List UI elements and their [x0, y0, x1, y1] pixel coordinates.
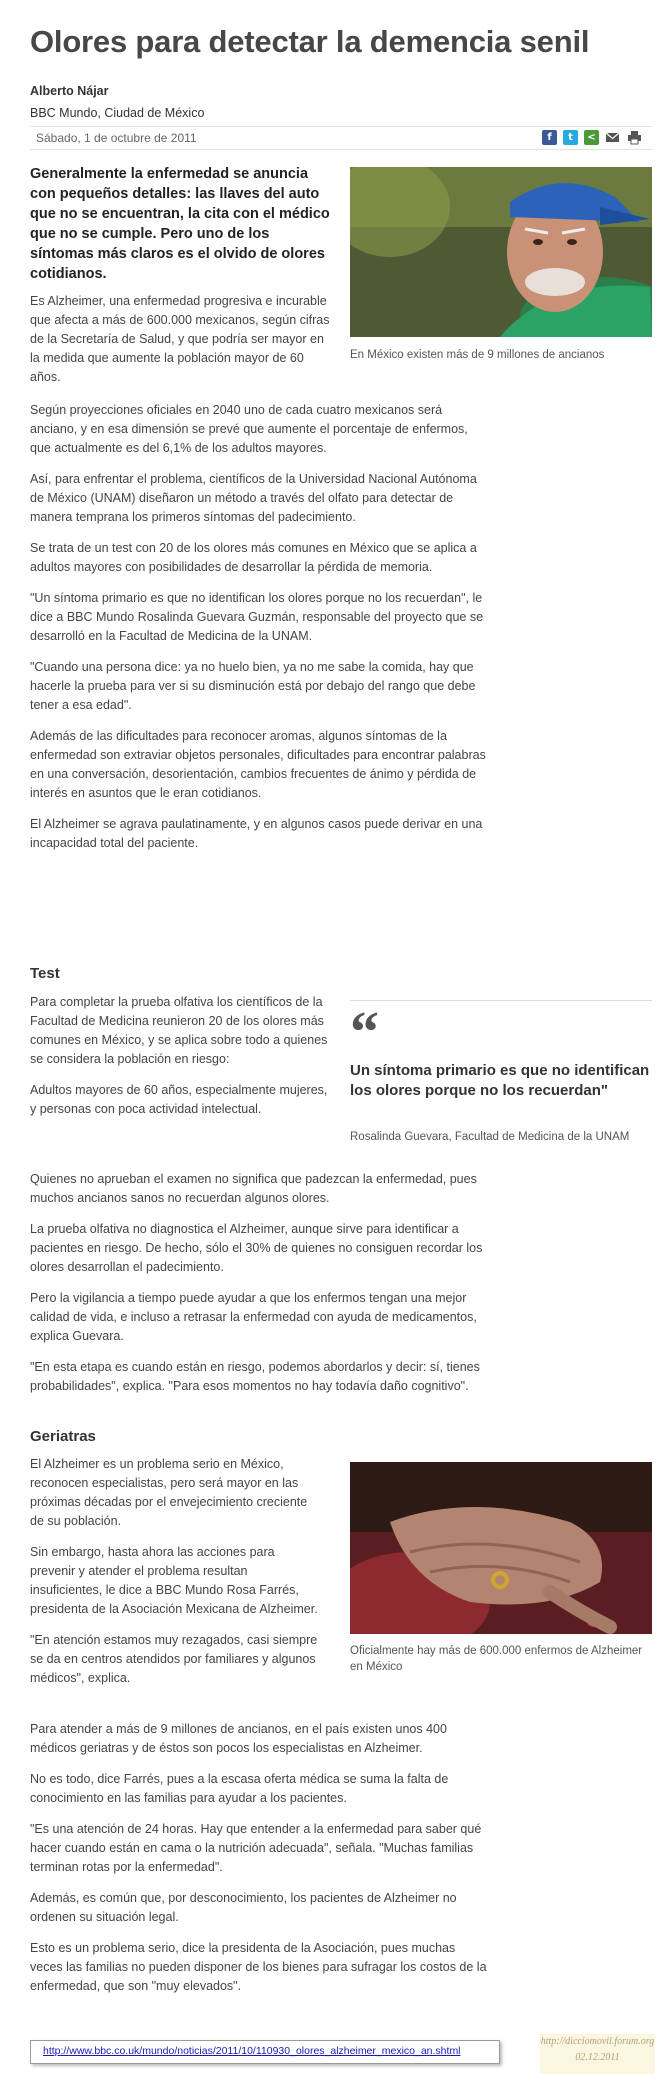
- photo-caption: Oficialmente hay más de 600.000 enfermos de Alzheimer en México: [350, 1645, 643, 1673]
- quote-mark-icon: “: [350, 999, 379, 1064]
- body-paragraph: Es Alzheimer, una enfermedad progresiva e incurable que afecta a más de 600.000 mexicanos, según cifras de la Secretaría de Salud, y que podría ser mayor en la medida que aumente la población mayor de 60 años.: [30, 294, 330, 384]
- body-paragraph: "Es una atención de 24 horas. Hay que entender a la enfermedad para saber qué hacer cuando están en cama o la nutrición adecuada", señala. "Muchas familias terminan rotas por la enfermedad".: [30, 1822, 482, 1874]
- body-paragraph: El Alzheimer se agrava paulatinamente, y en algunos casos puede derivar en una incapacidad total del paciente.: [30, 817, 483, 850]
- elderly-man-photo: [350, 167, 652, 337]
- stamp-site: http://dicciomovil.forum.org: [540, 2036, 655, 2047]
- publish-date: Sábado, 1 de octubre de 2011: [36, 131, 197, 145]
- intro-paragraph: Generalmente la enfermedad se anuncia con pequeños detalles: las llaves del auto que no se encuentran, la cita con el médico que no se cumple. Pero uno de los síntomas más claros es el olvido de olores cotidianos.: [30, 166, 330, 282]
- source-url-link[interactable]: http://www.bbc.co.uk/mundo/noticias/2011/10/110930_olores_alzheimer_mexico_an.shtml: [43, 2045, 461, 2057]
- article-body-main: [30, 401, 488, 865]
- print-icon[interactable]: [627, 130, 642, 145]
- article-intro: [30, 164, 336, 296]
- body-paragraph: "Un síntoma primario es que no identifican los olores porque no los recuerdan", le dice a BBC Mundo Rosalinda Guevara Guzmán, responsable del proyecto que se desarrolló en la Facultad de Medicina de la UNAM.: [30, 591, 484, 643]
- body-paragraph: Además, es común que, por desconocimiento, los pacientes de Alzheimer no ordenen su situación legal.: [30, 1891, 457, 1924]
- section-heading-test: Test: [30, 965, 60, 982]
- body-paragraph: Además de las dificultades para reconocer aromas, algunos síntomas de la enfermedad son extraviar objetos personales, dificultades para encontrar palabras en una conversación, desorientación, cambios frecuentes de ánimo y pérdida de interés en asuntos que le eran cotidianos.: [30, 729, 486, 800]
- share-icon[interactable]: <: [584, 130, 599, 145]
- pull-quote: [350, 999, 652, 1143]
- author-bureau: BBC Mundo, Ciudad de México: [30, 106, 205, 120]
- test-section-left: [30, 993, 336, 1131]
- body-paragraph: El Alzheimer es un problema serio en México, reconocen especialistas, pero será mayor en las próximas décadas por el envejecimiento creciente de su población.: [30, 1457, 308, 1528]
- stamp-date: 02.12.2011: [575, 2052, 620, 2063]
- body-paragraph: Así, para enfrentar el problema, científicos de la Universidad Nacional Autónoma de México (UNAM) diseñaron un método a través del olfato para detectar de manera temprana los primeros síntomas del padecimiento.: [30, 472, 477, 524]
- body-paragraph: Para atender a más de 9 millones de ancianos, en el país existen unos 400 médicos geriatras y de éstos son pocos los especialistas en Alzheimer.: [30, 1722, 447, 1755]
- section-heading-geriatras: Geriatras: [30, 1428, 96, 1445]
- test-section-body: [30, 1170, 488, 1408]
- geriatras-section-left: [30, 1455, 320, 1700]
- dateline-bar: [30, 126, 652, 150]
- author-name: Alberto Nájar: [30, 84, 109, 98]
- body-paragraph: "En esta etapa es cuando están en riesgo, podemos abordarlos y decir: sí, tienes probabilidades", explica. "Para esos momentos no hay todavía daño cognitivo".: [30, 1360, 480, 1393]
- facebook-icon[interactable]: f: [542, 130, 557, 145]
- pull-quote-source: Rosalinda Guevara, Facultad de Medicina de la UNAM: [350, 1131, 630, 1143]
- body-paragraph: Adultos mayores de 60 años, especialmente mujeres, y personas con poca actividad intelectual.: [30, 1083, 328, 1116]
- body-paragraph: Para completar la prueba olfativa los científicos de la Facultad de Medicina reunieron 20 de los olores más comunes en México, y se aplica sobre todo a quienes se considera la población en riesgo:: [30, 995, 328, 1066]
- body-paragraph: Según proyecciones oficiales en 2040 uno de cada cuatro mexicanos será anciano, y en esa dimensión se prevé que aumente el porcentaje de enfermos, que actualmente es del 6,1% de los adultos mayores.: [30, 403, 468, 455]
- twitter-icon[interactable]: t: [563, 130, 578, 145]
- photo-caption: En México existen más de 9 millones de ancianos: [350, 349, 605, 361]
- source-url-box: [30, 2040, 500, 2064]
- body-paragraph: Sin embargo, hasta ahora las acciones para prevenir y atender el problema resultan insuficientes, le dice a BBC Mundo Rosa Farrés, presidenta de la Asociación Mexicana de Alzheimer.: [30, 1545, 318, 1616]
- elderly-hands-photo: [350, 1462, 652, 1634]
- article-title: Olores para detectar la demencia senil: [30, 24, 590, 59]
- body-paragraph: Pero la vigilancia a tiempo puede ayudar a que los enfermos tengan una mejor calidad de vida, e incluso a retrasar la enfermedad con ayuda de medicamentos, explica Guevara.: [30, 1291, 477, 1343]
- body-paragraph: "Cuando una persona dice: ya no huelo bien, ya no me sabe la comida, hay que hacerle la prueba para ver si su disminución está por debajo del rango que debe tener a esa edad".: [30, 660, 476, 712]
- date-stamp: [540, 2034, 655, 2074]
- body-paragraph: Quienes no aprueban el examen no significa que padezcan la enfermedad, pues muchos ancianos sanos no recuerdan algunos olores.: [30, 1172, 477, 1205]
- article-body-top: [30, 292, 336, 399]
- geriatras-section-body: [30, 1720, 488, 2008]
- pull-quote-text: Un síntoma primario es que no identifican los olores porque no los recuerdan": [350, 1062, 650, 1099]
- body-paragraph: Se trata de un test con 20 de los olores más comunes en México que se aplica a adultos mayores con posibilidades de desarrollar la pérdida de memoria.: [30, 541, 477, 574]
- body-paragraph: La prueba olfativa no diagnostica el Alzheimer, aunque sirve para identificar a pacientes en riesgo. De hecho, sólo el 30% de quienes no consiguen recordar los olores desarrollan el padecimiento.: [30, 1222, 483, 1274]
- body-paragraph: Esto es un problema serio, dice la presidenta de la Asociación, pues muchas veces las familias no pueden disponer de los bienes para sufragar los costos de la enfermedad, que son "muy elevados".: [30, 1941, 487, 1993]
- email-icon[interactable]: [605, 130, 620, 145]
- body-paragraph: No es todo, dice Farrés, pues a la escasa oferta médica se suma la falta de conocimiento en las familias para ayudar a los pacientes.: [30, 1772, 449, 1805]
- body-paragraph: "En atención estamos muy rezagados, casi siempre se da en centros atendidos por familiares y algunos médicos", explica.: [30, 1633, 318, 1685]
